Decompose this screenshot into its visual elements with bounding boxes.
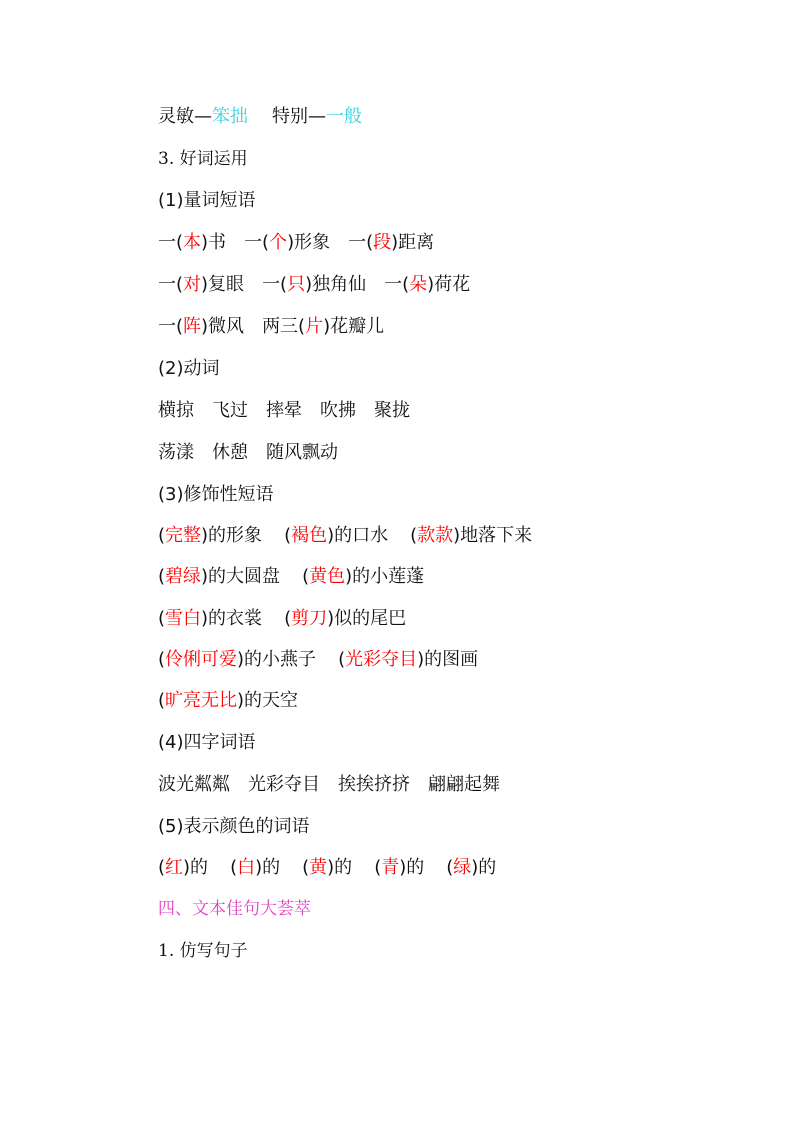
word: 横掠 xyxy=(158,400,194,421)
section-4-title: 四、文本佳句大荟萃 xyxy=(158,899,311,919)
word: 挨挨挤挤 xyxy=(338,774,410,795)
answer: 黄色 xyxy=(309,566,346,587)
phrase: (款款)地落下来 xyxy=(410,525,533,546)
answer: 褐色 xyxy=(291,525,328,546)
idioms-row-1 xyxy=(158,774,500,796)
answer: 白 xyxy=(237,857,256,878)
antonym-answer: 一般 xyxy=(326,106,362,127)
phrase: (光彩夺目)的图画 xyxy=(338,649,479,670)
phrase: (褐色)的口水 xyxy=(284,525,389,546)
phrase: (碧绿)的大圆盘 xyxy=(158,566,281,587)
modifiers-row-3 xyxy=(158,608,406,630)
verbs-row-1 xyxy=(158,400,410,422)
answer: 黄 xyxy=(309,857,328,878)
answer: 朵 xyxy=(409,274,428,295)
answer: 完整 xyxy=(165,525,202,546)
phrase: (青)的 xyxy=(374,857,425,878)
antonym-line xyxy=(158,106,362,128)
phrase: 一(对)复眼 xyxy=(158,274,245,295)
phrase: (白)的 xyxy=(230,857,281,878)
phrase: (雪白)的衣裳 xyxy=(158,608,263,629)
word: 吹拂 xyxy=(320,400,356,421)
verbs-heading: (2)动词 xyxy=(158,358,220,379)
antonym-word: 特别 xyxy=(272,106,308,127)
phrase: (黄)的 xyxy=(302,857,353,878)
word: 摔晕 xyxy=(266,400,302,421)
measure-row-3 xyxy=(158,316,384,338)
word: 休憩 xyxy=(212,442,248,463)
measure-heading: (1)量词短语 xyxy=(158,190,256,211)
answer: 青 xyxy=(381,857,400,878)
measure-row-2 xyxy=(158,274,470,296)
antonym-dash: — xyxy=(308,106,326,127)
word: 随风飘动 xyxy=(266,442,338,463)
phrase: 一(朵)荷花 xyxy=(384,274,471,295)
verbs-row-2 xyxy=(158,442,338,464)
modifiers-row-4 xyxy=(158,649,478,671)
measure-row-1 xyxy=(158,232,434,254)
answer: 个 xyxy=(269,232,288,253)
word: 翩翩起舞 xyxy=(428,774,500,795)
antonym-word: 灵敏 xyxy=(158,106,194,127)
phrase: (伶俐可爱)的小燕子 xyxy=(158,649,317,670)
colors-heading: (5)表示颜色的词语 xyxy=(158,816,310,837)
answer: 旷亮无比 xyxy=(165,690,238,711)
word: 光彩夺目 xyxy=(248,774,320,795)
answer: 剪刀 xyxy=(291,608,328,629)
word: 波光粼粼 xyxy=(158,774,230,795)
answer: 红 xyxy=(165,857,184,878)
answer: 碧绿 xyxy=(165,566,202,587)
phrase: (绿)的 xyxy=(446,857,497,878)
answer: 款款 xyxy=(417,525,454,546)
phrase: 两三(片)花瓣儿 xyxy=(262,316,385,337)
answer: 片 xyxy=(305,316,324,337)
answer: 伶俐可爱 xyxy=(165,649,238,670)
modifiers-heading: (3)修饰性短语 xyxy=(158,484,274,505)
word: 飞过 xyxy=(212,400,248,421)
modifiers-row-1 xyxy=(158,525,532,547)
answer: 段 xyxy=(373,232,392,253)
modifiers-row-5 xyxy=(158,690,298,712)
word: 荡漾 xyxy=(158,442,194,463)
phrase: 一(本)书 xyxy=(158,232,227,253)
answer: 雪白 xyxy=(165,608,202,629)
section-4-subheading: 1. 仿写句子 xyxy=(158,941,248,961)
phrase: (旷亮无比)的天空 xyxy=(158,690,299,711)
modifiers-row-2 xyxy=(158,566,424,588)
word: 聚拢 xyxy=(374,400,410,421)
phrase: (红)的 xyxy=(158,857,209,878)
answer: 光彩夺目 xyxy=(345,649,418,670)
phrase: 一(段)距离 xyxy=(348,232,435,253)
answer: 只 xyxy=(287,274,306,295)
phrase: (黄色)的小莲蓬 xyxy=(302,566,425,587)
antonym-answer: 笨拙 xyxy=(212,106,248,127)
colors-row-1 xyxy=(158,857,496,879)
phrase: (剪刀)似的尾巴 xyxy=(284,608,407,629)
phrase: 一(阵)微风 xyxy=(158,316,245,337)
phrase: 一(个)形象 xyxy=(244,232,331,253)
answer: 本 xyxy=(183,232,202,253)
section-3-title: 3. 好词运用 xyxy=(158,149,248,169)
antonym-dash: — xyxy=(194,106,212,127)
answer: 对 xyxy=(183,274,202,295)
answer: 绿 xyxy=(453,857,472,878)
answer: 阵 xyxy=(183,316,202,337)
phrase: 一(只)独角仙 xyxy=(262,274,367,295)
phrase: (完整)的形象 xyxy=(158,525,263,546)
idioms-heading: (4)四字词语 xyxy=(158,732,256,753)
